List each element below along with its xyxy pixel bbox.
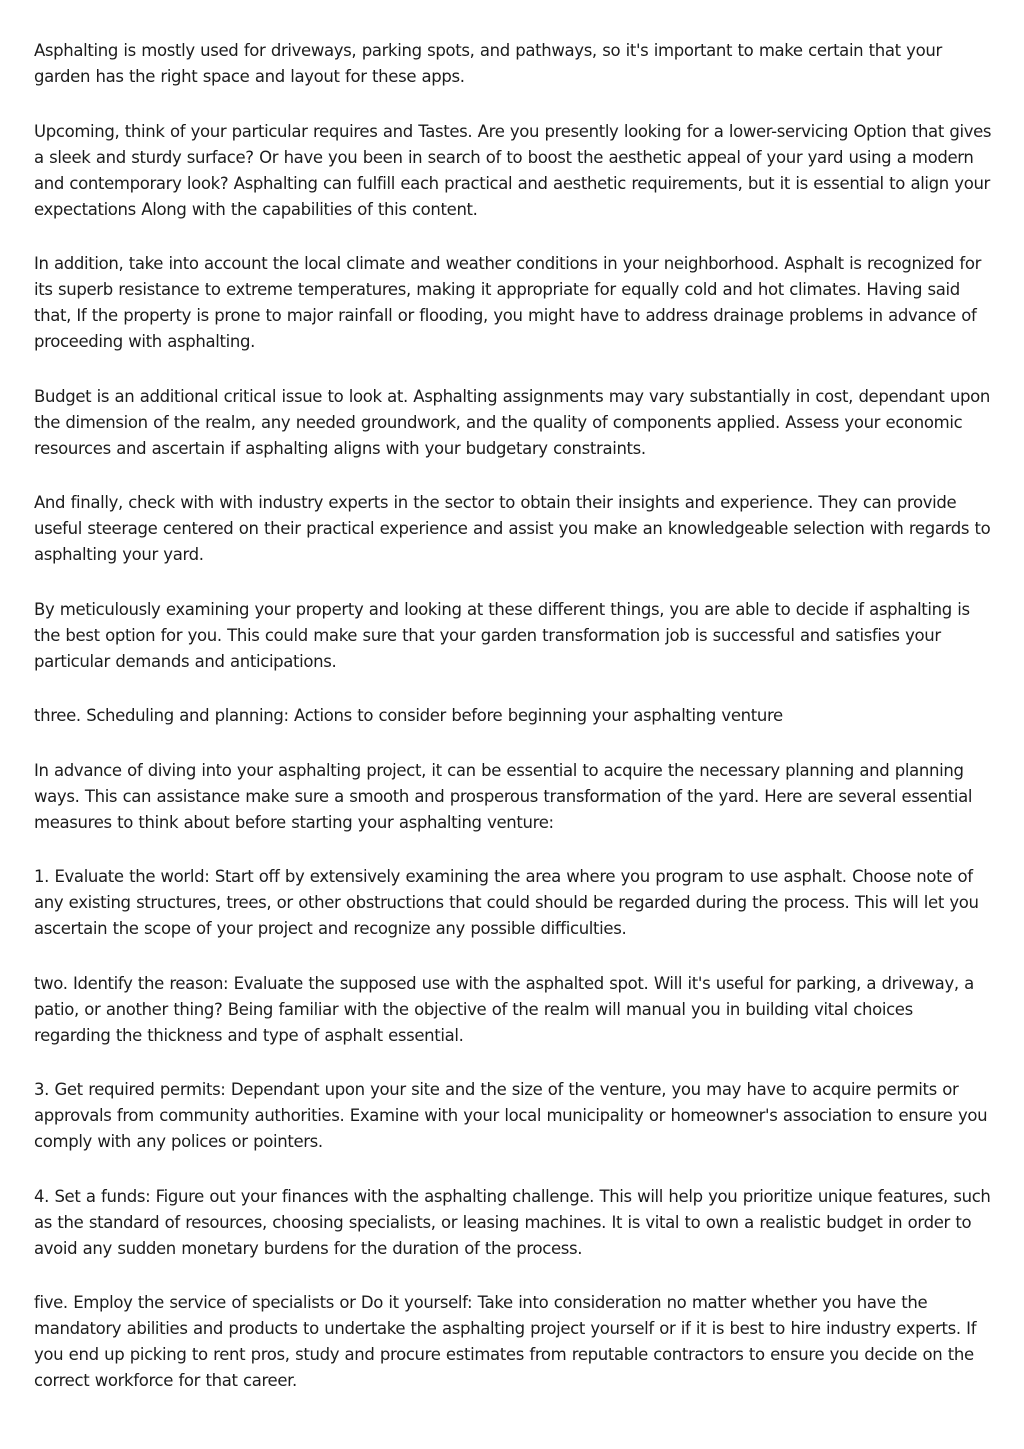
paragraph-consult-experts: And finally, check with with industry experts in the sector to obtain their insights and experience. They can provide useful steerage centered on their practical experience and assist you make an knowledgeable selection with regards to asphalting your yard. (34, 493, 991, 564)
paragraph-asphalting-uses: Asphalting is mostly used for driveways, parking spots, and pathways, so it's important to make certain that your garden has the right space and layout for these apps. (34, 41, 942, 86)
list-item-hire-or-diy: five. Employ the service of specialists or Do it yourself: Take into consideration no matter whether you have the mandatory abilities and products to undertake the asphalting project yourself or if it is best to hire industry experts. If you end up picking to rent pros, study and procure estimates from reputable contractors to ensure you decide on the correct workforce for that career. (34, 1293, 977, 1390)
document-body (34, 38, 994, 1423)
paragraph-budget: Budget is an additional critical issue to look at. Asphalting assignments may vary substantially in cost, dependant upon the dimension of the realm, any needed groundwork, and the quality of components applied. Assess your economic resources and ascertain if asphalting aligns with your budgetary constraints. (34, 386, 990, 458)
paragraph-requirements-and-tastes: Upcoming, think of your particular requires and Tastes. Are you presently looking for a lower-servicing Option that gives a sleek and sturdy surface? Or have you been in search of to boost the aesthetic appeal of your yard using a modern and contemporary look? Asphalting can fulfill each practical and aesthetic requirements, but it is essential to align your expectations Along with the capabilities of this content. (34, 121, 992, 219)
section-heading-planning: three. Scheduling and planning: Actions to consider before beginning your asphalting venture (34, 706, 783, 725)
paragraph-decision: By meticulously examining your property and looking at these different things, you are able to decide if asphalting is the best option for you. This could make sure that your garden transformation job is successful and satisfies your particular demands and anticipations. (34, 599, 970, 671)
list-item-permits: 3. Get required permits: Dependant upon your site and the size of the venture, you may have to acquire permits or approvals from community authorities. Examine with your local municipality or homeowner's association to ensure you comply with any polices or pointers. (34, 1080, 988, 1151)
list-item-budget: 4. Set a funds: Figure out your finances with the asphalting challenge. This will help you prioritize unique features, such as the standard of resources, choosing specialists, or leasing machines. It is vital to own a realistic budget in order to avoid any sudden monetary burdens for the duration of the process. (34, 1186, 991, 1258)
list-item-identify-purpose: two. Identify the reason: Evaluate the supposed use with the asphalted spot. Will it's useful for parking, a driveway, a patio, or another thing? Being familiar with the objective of the realm will manual you in building vital choices regarding the thickness and type of asphalt essential. (34, 973, 974, 1045)
paragraph-climate: In addition, take into account the local climate and weather conditions in your neighborhood. Asphalt is recognized for its superb resistance to extreme temperatures, making it appropriate for equally cold and hot climates. Having said that, If the property is prone to major rainfall or flooding, you might have to address drainage problems in advance of proceeding with asphalting. (34, 254, 982, 351)
list-item-evaluate-area: 1. Evaluate the world: Start off by extensively examining the area where you program to use asphalt. Choose note of any existing structures, trees, or other obstructions that could should be regarded during the process. This will let you ascertain the scope of your project and recognize any possible difficulties. (34, 867, 979, 938)
paragraph-planning-intro: In advance of diving into your asphalting project, it can be essential to acquire the necessary planning and planning ways. This can assistance make sure a smooth and prosperous transformation of the yard. Here are several essential measures to think about before starting your asphalting venture: (34, 760, 973, 832)
